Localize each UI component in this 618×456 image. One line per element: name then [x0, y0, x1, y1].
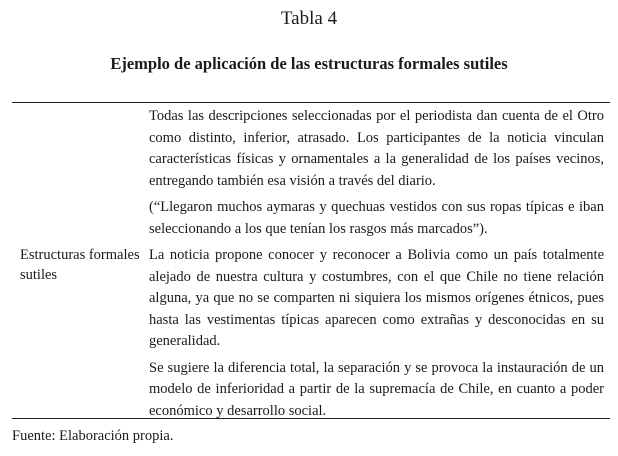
row-label: Estructuras formales sutiles	[20, 247, 140, 283]
table-title: Tabla 4	[280, 8, 338, 29]
content-paragraph-4: Se sugiere la diferencia total, la separación y se provoca la instauración de un modelo de inferioridad a partir de la supremacía de Chile, en cuanto a poder económico y desarrollo social.	[149, 359, 604, 419]
table-bottom-rule	[12, 418, 610, 419]
content-paragraph-3: La noticia propone conocer y reconocer a Bolivia como un país totalmente alejado de nuestra cultura y costumbres, con el que Chile no tiene relación alguna, ya que no se comparten ni siquiera los mismos orígenes étnicos, pues hasta las vestimentas típicas aparecen como extrañas y desconocidas en su generalidad.	[149, 247, 604, 349]
table-subtitle: Ejemplo de aplicación de las estructuras formales sutiles	[110, 54, 508, 73]
row-content	[149, 106, 604, 427]
content-paragraph-1: Todas las descripciones seleccionadas por el periodista dan cuenta de el Otro como distinto, inferior, atrasado. Los participantes de la noticia vinculan características físicas y ornamentales a la generalidad de los países vecinos, entregando también esa visión a través del diario.	[149, 108, 604, 189]
table-top-rule	[12, 102, 610, 103]
table-source: Fuente: Elaboración propia.	[12, 428, 174, 444]
content-paragraph-2: (“Llegaron muchos aymaras y quechuas vestidos con sus ropas típicas e iban seleccionando a los que tenían los rasgos más marcados”).	[149, 199, 604, 237]
